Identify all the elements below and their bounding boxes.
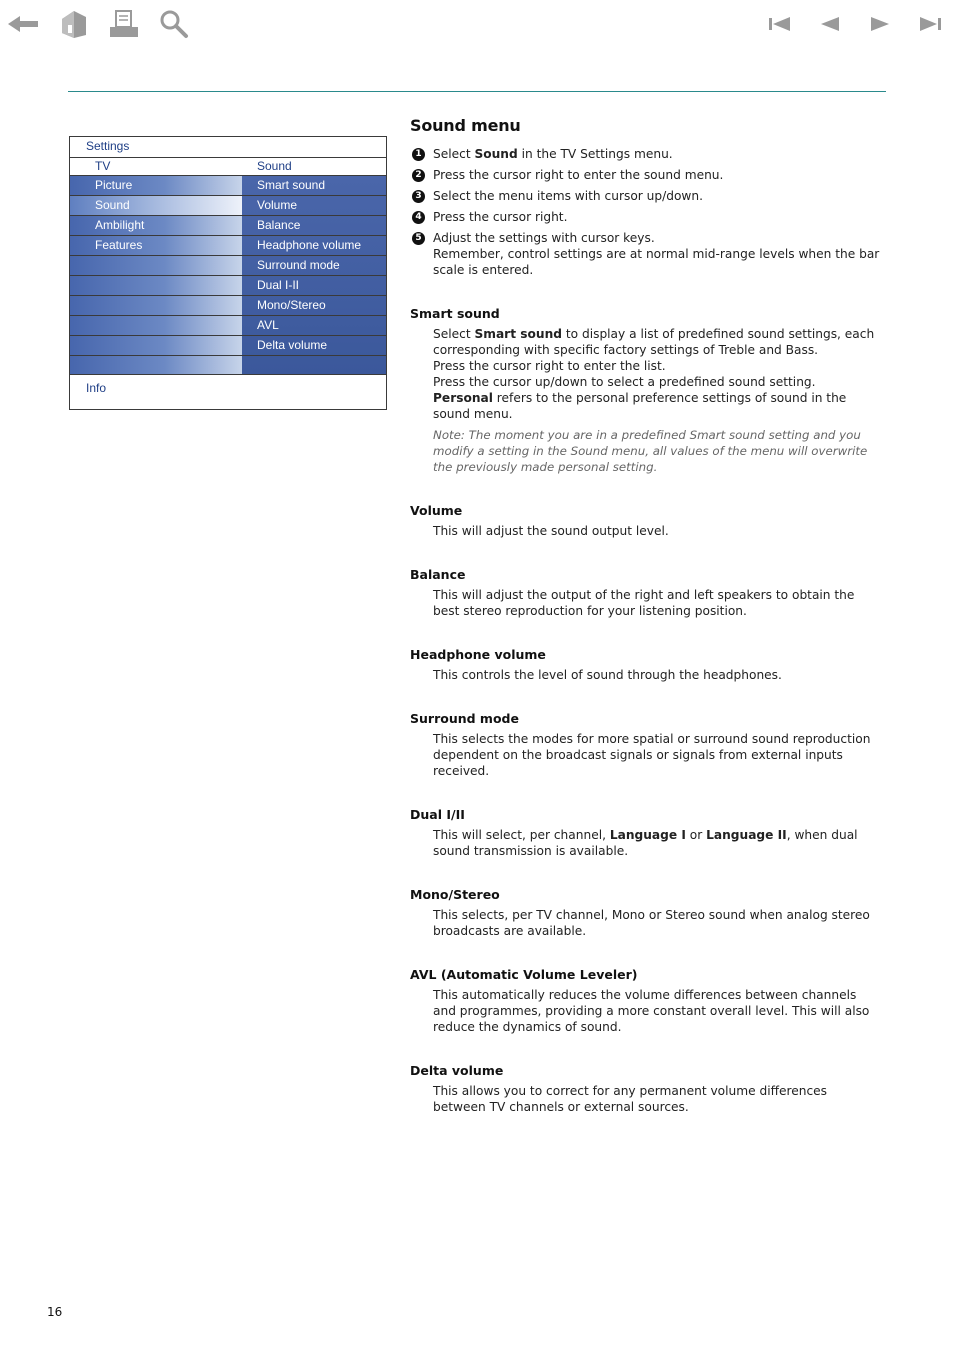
section-heading: Surround mode [410, 711, 519, 726]
submenu-item-empty [242, 356, 386, 375]
section-text: Select Smart sound to display a list of predefined sound settings, each corresponding with specific factory settings of Treble and Bass. [433, 327, 875, 357]
section-note: Note: The moment you are in a predefined Smart sound setting and you modify a setting in the Sound menu, all values of the menu will overwrite the previously made personal setting. [433, 428, 868, 474]
home-icon[interactable] [56, 7, 92, 41]
section-heading: Balance [410, 567, 466, 582]
section-text: Personal refers to the personal preference settings of sound in the sound menu. [433, 391, 847, 421]
toolbar-right [762, 6, 948, 42]
previous-page-icon[interactable] [812, 7, 848, 41]
section-heading: AVL (Automatic Volume Leveler) [410, 967, 638, 982]
section-dual [410, 807, 880, 859]
menu-row-divider [70, 315, 386, 316]
menu-info-label: Info [86, 381, 107, 395]
menu-row-divider [70, 255, 386, 256]
first-page-icon[interactable] [762, 7, 798, 41]
submenu-item-dual[interactable]: Dual I-II [257, 278, 300, 292]
last-page-icon[interactable] [912, 7, 948, 41]
steps-list [410, 146, 880, 278]
menu-item-empty [70, 356, 242, 375]
menu-row-divider [70, 355, 386, 356]
menu-item-empty [70, 336, 242, 355]
menu-header-left: TV [95, 159, 111, 173]
section-heading: Smart sound [410, 306, 500, 321]
section-text: This will select, per channel, Language I or Language II, when dual sound transmission is available. [433, 828, 858, 858]
step-number-badge: 1 [412, 148, 425, 161]
menu-item-empty [70, 276, 242, 295]
section-text: This controls the level of sound through the headphones. [433, 668, 782, 682]
section-delta-volume [410, 1063, 880, 1115]
submenu-item-avl[interactable]: AVL [257, 318, 279, 332]
toolbar-left [6, 6, 192, 42]
menu-body [70, 176, 386, 374]
section-text: This automatically reduces the volume differences between channels and programmes, providing a more constant overall level. This will also reduce the dynamics of sound. [433, 988, 870, 1034]
menu-row-divider [70, 275, 386, 276]
menu-header [70, 157, 386, 176]
section-text: Press the cursor up/down to select a predefined sound setting. [433, 375, 816, 389]
section-heading: Headphone volume [410, 647, 546, 662]
menu-info-area [70, 374, 386, 409]
menu-row-divider [70, 195, 386, 196]
section-balance [410, 567, 880, 619]
section-heading: Mono/Stereo [410, 887, 500, 902]
step-number-badge: 4 [412, 211, 425, 224]
page-title: Sound menu [410, 116, 521, 135]
menu-row-divider [70, 335, 386, 336]
search-icon[interactable] [156, 7, 192, 41]
step-number-badge: 2 [412, 169, 425, 182]
section-surround-mode [410, 711, 880, 779]
submenu-item-smart-sound[interactable]: Smart sound [257, 178, 326, 192]
step-item: 1 Select Sound in the TV Settings menu. [410, 146, 880, 162]
section-heading: Dual I/II [410, 807, 465, 822]
next-page-icon[interactable] [862, 7, 898, 41]
submenu-item-volume[interactable]: Volume [257, 198, 298, 212]
submenu-item-headphone-volume[interactable]: Headphone volume [257, 238, 362, 252]
section-mono-stereo [410, 887, 880, 939]
section-volume [410, 503, 880, 539]
step-item: 2 Press the cursor right to enter the sound menu. [410, 167, 880, 183]
section-text: This selects, per TV channel, Mono or Stereo sound when analog stereo broadcasts are available. [433, 908, 870, 938]
menu-title: Settings [86, 139, 130, 153]
step-item: 5 Adjust the settings with cursor keys. Remember, control settings are at normal mid-range levels when the bar scale is entered. [410, 230, 880, 278]
tv-settings-menu [69, 136, 387, 410]
step-number-badge: 5 [412, 232, 425, 245]
section-text: Press the cursor right to enter the list. [433, 359, 666, 373]
submenu-item-mono-stereo[interactable]: Mono/Stereo [257, 298, 326, 312]
menu-item-empty [70, 256, 242, 275]
menu-row-divider [70, 295, 386, 296]
step-number-badge: 3 [412, 190, 425, 203]
menu-header-right: Sound [257, 159, 292, 173]
menu-row-divider [70, 215, 386, 216]
section-smart-sound [410, 306, 880, 475]
section-text: This will adjust the output of the right and left speakers to obtain the best stereo reproduction for your listening position. [433, 588, 855, 618]
menu-item-sound[interactable]: Sound [70, 196, 242, 215]
step-item: 4 Press the cursor right. [410, 209, 880, 225]
step-item: 3 Select the menu items with cursor up/down. [410, 188, 880, 204]
submenu-item-surround-mode[interactable]: Surround mode [257, 258, 340, 272]
section-text: This selects the modes for more spatial or surround sound reproduction dependent on the broadcast signals or signals from external inputs received. [433, 732, 871, 778]
submenu-item-delta-volume[interactable]: Delta volume [257, 338, 328, 352]
page-number: 16 [47, 1305, 63, 1319]
section-headphone-volume [410, 647, 880, 683]
content-column [410, 116, 880, 1115]
header-rule [68, 91, 886, 92]
section-heading: Volume [410, 503, 463, 518]
submenu-item-balance[interactable]: Balance [257, 218, 301, 232]
menu-item-ambilight[interactable]: Ambilight [70, 216, 242, 235]
section-avl [410, 967, 880, 1035]
section-heading: Delta volume [410, 1063, 504, 1078]
menu-item-empty [70, 316, 242, 335]
menu-item-empty [70, 296, 242, 315]
menu-row-divider [70, 235, 386, 236]
back-arrow-icon[interactable] [6, 7, 42, 41]
menu-item-picture[interactable]: Picture [70, 176, 242, 195]
section-text: This allows you to correct for any permanent volume differences between TV channels or external sources. [433, 1084, 828, 1114]
menu-item-features[interactable]: Features [70, 236, 242, 255]
print-icon[interactable] [106, 7, 142, 41]
section-text: This will adjust the sound output level. [433, 524, 669, 538]
